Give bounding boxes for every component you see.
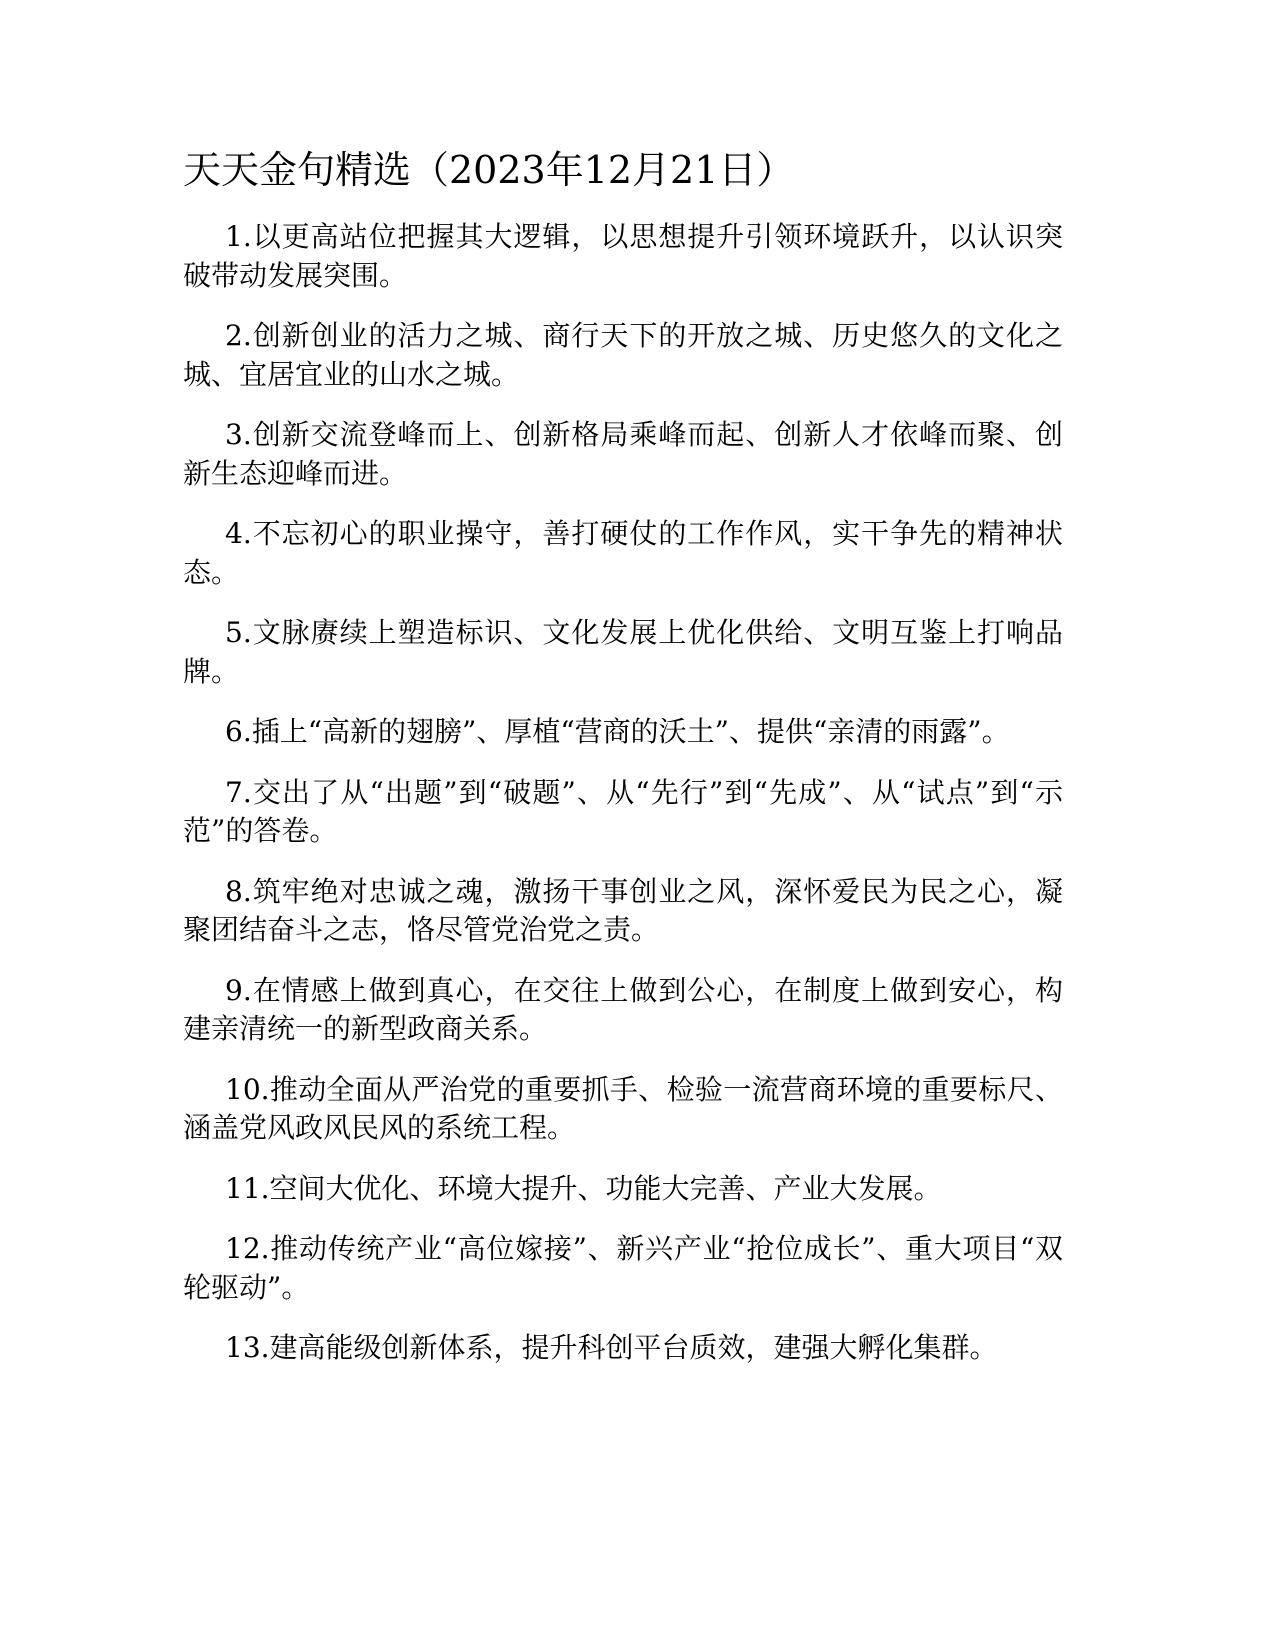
document-page: [183, 142, 1063, 1390]
list-item-4: 4.不忘初心的职业操守，善打硬仗的工作作风，实干争先的精神状态。: [183, 517, 1063, 589]
list-item-7: 7.交出了从“出题”到“破题”、从“先行”到“先成”、从“试点”到“示范”的答卷。: [183, 775, 1063, 847]
list-item-1: 1.以更高站位把握其大逻辑，以思想提升引领环境跃升，以认识突破带动发展突围。: [183, 220, 1063, 292]
list-item-6: 6.插上“高新的翅膀”、厚植“营商的沃土”、提供“亲清的雨露”。: [225, 715, 1010, 748]
list-item-8: 8.筑牢绝对忠诚之魂，激扬干事创业之风，深怀爱民为民之心，凝聚团结奋斗之志，恪尽管党治党之责。: [183, 874, 1063, 946]
list-item-11: 11.空间大优化、环境大提升、功能大完善、产业大发展。: [225, 1171, 942, 1205]
list-item-13: 13.建高能级创新体系，提升科创平台质效，建强大孵化集群。: [225, 1331, 998, 1364]
list-item-9: 9.在情感上做到真心，在交往上做到公心，在制度上做到安心，构建亲清统一的新型政商关系。: [183, 973, 1063, 1045]
page-title: 天天金句精选（2023年12月21日）: [183, 148, 795, 192]
list-item-10: 10.推动全面从严治党的重要抓手、检验一流营商环境的重要标尺、涵盖党风政风民风的系统工程。: [183, 1072, 1063, 1144]
list-item-5: 5.文脉赓续上塑造标识、文化发展上优化供给、文明互鉴上打响品牌。: [183, 616, 1063, 688]
list-item-3: 3.创新交流登峰而上、创新格局乘峰而起、创新人才依峰而聚、创新生态迎峰而进。: [183, 418, 1063, 490]
list-item-2: 2.创新创业的活力之城、商行天下的开放之城、历史悠久的文化之城、宜居宜业的山水之城。: [183, 319, 1063, 391]
list-item-12: 12.推动传统产业“高位嫁接”、新兴产业“抢位成长”、重大项目“双轮驱动”。: [183, 1232, 1063, 1304]
